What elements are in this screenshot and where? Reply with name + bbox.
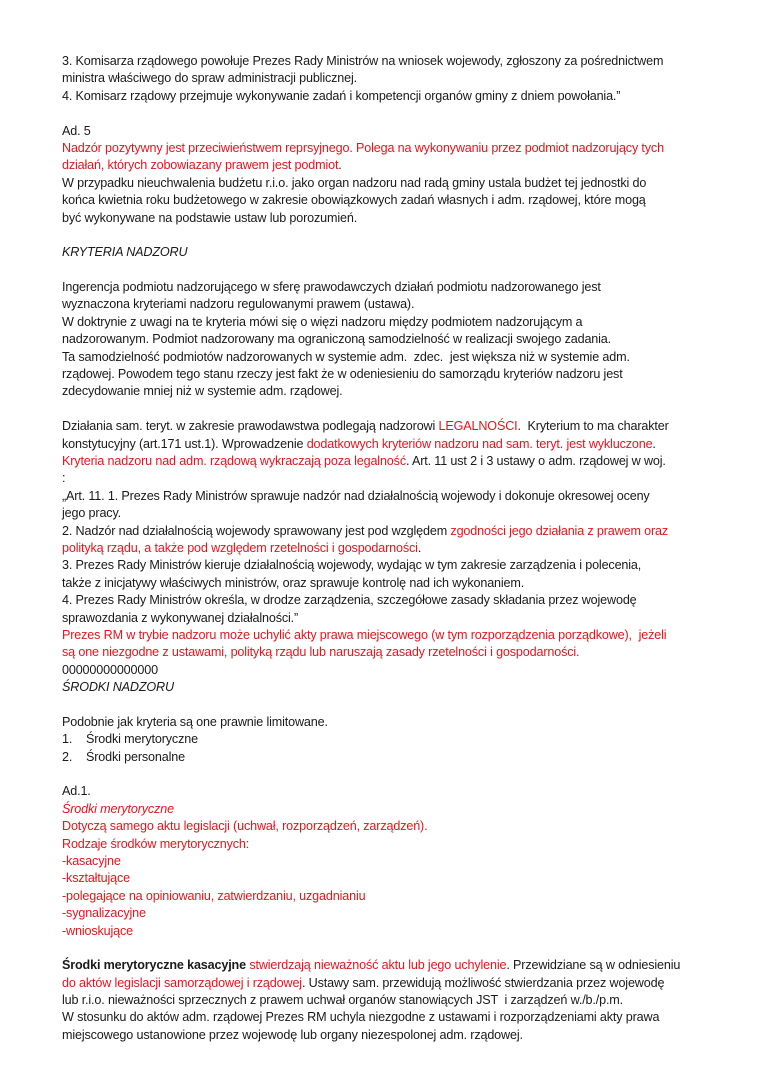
highlighted-text: Rodzaje środków merytorycznych: (62, 836, 250, 851)
text-line: jego pracy. (62, 506, 122, 521)
text-fragment: . (417, 540, 422, 555)
text-fragment: . (652, 436, 656, 451)
text-line: ministra właściwego do spraw administracji publicznej. (62, 71, 357, 86)
text-line: także z inicjatywy właściwych ministrów, oraz sprawuje kontrolę nad ich wykonaniem. (62, 575, 525, 590)
text-line: nadzorowanym. Podmiot nadzorowany ma ograniczoną samodzielność w realizacji swojego zadania. (62, 332, 612, 347)
list-number: 1. (62, 732, 73, 747)
text-line: 4. Komisarz rządowy przejmuje wykonywanie zadań i kompetencji organów gminy z dniem powołania.” (62, 88, 621, 103)
text-line (62, 975, 712, 992)
highlighted-text: są one niezgodne z ustawami, polityką rządu lub naruszają zasady rzetelności i gospodarności. (62, 645, 580, 660)
text-line: zdecydowanie mniej niż w systemie adm. rządowej. (62, 384, 343, 399)
text-line (62, 436, 712, 453)
text-fragment: . Kryterium to ma charakter (517, 419, 669, 434)
text-fragment: . Art. 11 ust 2 i 3 ustawy o adm. rządowej w woj. (405, 453, 666, 468)
text-line: 3. Komisarza rządowego powołuje Prezes Rady Ministrów na wniosek wojewody, zgłoszony za pośrednictwem (62, 54, 664, 68)
text-line: : (62, 471, 66, 486)
sub-heading: Środki merytoryczne (62, 801, 174, 816)
text-line: 4. Prezes Rady Ministrów określa, w drodze zarządzenia, szczegółowe zasady składania przez wojewodę (62, 593, 637, 608)
highlighted-text: LEGALNOŚCI (438, 419, 518, 434)
list-item (62, 731, 712, 748)
document-page (62, 53, 712, 1044)
bold-text: Środki merytoryczne kasacyjne (62, 958, 246, 973)
text-line: rządowej. Powodem tego stanu rzeczy jest fakt że w odeniesieniu do samorządu kryteriów nadzoru jest (62, 367, 623, 382)
text-line (62, 540, 712, 557)
text-line: Ta samodzielność podmiotów nadzorowanych w systemie adm. zdec. jest większa niż w systemie adm. (62, 349, 630, 364)
text-fragment: . Przewidziane są w odniesieniu (506, 958, 681, 973)
text-line: „Art. 11. 1. Prezes Rady Ministrów sprawuje nadzór nad działalnością wojewody i dokonuje okresowej oceny (62, 488, 650, 503)
text-line: być wykonywane na podstawie ustaw lub porozumień. (62, 210, 358, 225)
text-line: sprawozdania z wykonywanej działalności.” (62, 610, 299, 625)
section-heading-srodki: ŚRODKI NADZORU (62, 680, 174, 695)
highlighted-text: Nadzór pozytywny jest przeciwieństwem reprsyjnego. Polega na wykonywaniu przez podmiot nadzorujący tych (62, 140, 664, 155)
text-line: wyznaczona kryteriami nadzoru regulowanymi prawem (ustawa). (62, 297, 415, 312)
text-line: miejscowego ustanowione przez wojewodę lub organy niezespolonej adm. rządowej. (62, 1027, 523, 1042)
list-label: Środki merytoryczne (86, 732, 198, 747)
list-item: -polegające na opiniowaniu, zatwierdzaniu, uzgadnianiu (62, 888, 366, 903)
list-label: Środki personalne (86, 749, 185, 764)
text-line (62, 418, 712, 435)
text-line (62, 453, 712, 470)
text-line: W doktrynie z uwagi na te kryteria mówi się o więzi nadzoru między podmiotem nadzorującym a (62, 314, 583, 329)
text-line: Podobnie jak kryteria są one prawnie limitowane. (62, 714, 328, 729)
list-item (62, 749, 712, 766)
highlighted-text: działań, których zobowiazany prawem jest podmiot (62, 158, 339, 173)
highlighted-text: Dotyczą samego aktu legislacji (uchwał, rozporządzeń, zarządzeń). (62, 819, 428, 834)
text-line: W stosunku do aktów adm. rządowej Prezes RM uchyla niezgodne z ustawami i rozporządzeniami akty prawa (62, 1010, 660, 1025)
section-heading-ad5: Ad. 5 (62, 123, 91, 138)
text-line: końca kwietnia roku budżetowego w zakresie obowiązkowych zadań własnych i adm. rządowej, które mogą (62, 193, 646, 208)
list-number: 2. (62, 749, 73, 764)
highlighted-text: stwierdzają nieważność aktu lub jego uchylenie (245, 958, 507, 973)
text-fragment: . Ustawy sam. przewidują możliwość stwierdzania przez wojewodę (301, 975, 665, 990)
list-item: -sygnalizacyjne (62, 906, 146, 921)
highlighted-text: zgodności jego działania z prawem oraz (450, 523, 669, 538)
text-line (62, 523, 712, 540)
text-fragment: Działania sam. teryt. w zakresie prawodawstwa podlegają nadzorowi (62, 419, 439, 434)
highlighted-text: dodatkowych kryteriów nadzoru nad sam. teryt. jest wykluczone (306, 436, 653, 451)
highlighted-text: do aktów legislacji samorządowej i rządowej (62, 975, 302, 990)
highlighted-text: polityką rządu, a także pod względem rzetelności i gospodarności (62, 540, 418, 555)
text-fragment: . (338, 158, 342, 173)
text-line: 00000000000000 (62, 662, 158, 677)
text-fragment: 2. Nadzór nad działalnością wojewody sprawowany jest pod względem (62, 523, 451, 538)
section-heading-kryteria: KRYTERIA NADZORU (62, 245, 188, 260)
text-line: 3. Prezes Rady Ministrów kieruje działalnością wojewody, wydając w tym zakresie zarządzenia i polecenia, (62, 558, 642, 573)
text-line: W przypadku nieuchwalenia budżetu r.i.o. jako organ nadzoru nad radą gminy ustala budżet tej jednostki do (62, 175, 647, 190)
highlighted-text: Kryteria nadzoru nad adm. rządową wykraczają poza legalność (62, 453, 406, 468)
text-line: lub r.i.o. nieważności sprzecznych z prawem uchwał organów stanowiących JST i zarządzeń w./b./p.m. (62, 993, 623, 1008)
text-line (62, 157, 712, 174)
text-fragment: konstytucyjny (art.171 ust.1). Wprowadzenie (62, 436, 307, 451)
list-item: -kasacyjne (62, 853, 121, 868)
text-line: Ingerencja podmiotu nadzorującego w sferę prawodawczych działań podmiotu nadzorowanego jest (62, 280, 601, 295)
highlighted-text: Prezes RM w trybie nadzoru może uchylić akty prawa miejscowego (w tym rozporządzenia porządkowe), jeżeli (62, 627, 667, 642)
list-item: -wnioskujące (62, 923, 133, 938)
section-heading-ad1: Ad.1. (62, 784, 91, 799)
text-line (62, 957, 712, 974)
list-item: -kształtujące (62, 871, 131, 886)
